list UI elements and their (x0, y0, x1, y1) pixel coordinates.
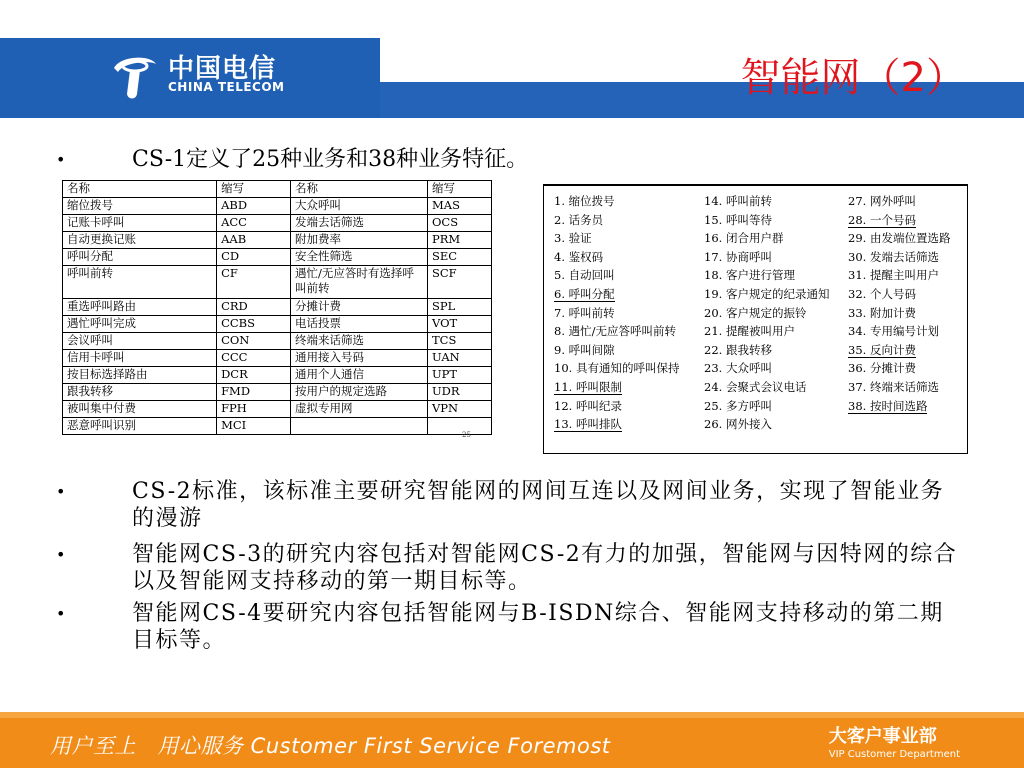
feature-item (848, 211, 950, 230)
feature-label: 15. 呼叫等待 (704, 212, 772, 227)
feature-label: 16. 闭合用户群 (704, 231, 784, 246)
services-table (62, 180, 492, 435)
bullet-dot: • (56, 545, 66, 564)
table-cell: 恶意呼叫识别 (63, 418, 217, 435)
table-cell: CCC (217, 350, 291, 367)
feature-item (704, 285, 829, 304)
table-cell: VPN (427, 401, 491, 418)
bullet-cs2 (56, 478, 966, 534)
feature-item (704, 378, 829, 397)
feature-label: 31. 提醒主叫用户 (848, 268, 939, 283)
feature-label: 7. 呼叫前转 (554, 305, 615, 320)
table-row (63, 266, 492, 299)
feature-label: 20. 客户规定的振铃 (704, 305, 807, 320)
feature-item (554, 359, 679, 378)
header-cell: 缩写 (427, 181, 491, 198)
feature-item (848, 266, 950, 285)
table-cell: CF (217, 266, 291, 299)
table-cell: 终端来话筛选 (290, 333, 427, 350)
table-row (63, 232, 492, 249)
table-cell: 安全性筛选 (290, 249, 427, 266)
feature-item (554, 248, 679, 267)
feature-label: 4. 鉴权码 (554, 249, 604, 264)
table-cell: CRD (217, 299, 291, 316)
bullet-dot: • (56, 150, 66, 169)
feature-item (704, 229, 829, 248)
table-cell (290, 418, 427, 435)
feature-label: 18. 客户进行管理 (704, 268, 795, 283)
page-number: 25 (462, 431, 471, 439)
feature-label: 24. 会聚式会议电话 (704, 379, 807, 394)
feature-item (554, 341, 679, 360)
table-row (63, 333, 492, 350)
feature-label: 19. 客户规定的纪录通知 (704, 286, 830, 301)
bullet-dot: • (56, 604, 66, 623)
table-cell: 缩位拨号 (63, 198, 217, 215)
table-cell: CCBS (217, 316, 291, 333)
bullet-dot: • (56, 482, 66, 501)
feature-label: 2. 话务员 (554, 212, 604, 227)
feature-label: 5. 自动回叫 (554, 268, 615, 283)
table-cell: 遇忙/无应答时有选择呼叫前转 (290, 266, 427, 299)
feature-item (554, 229, 679, 248)
feature-label: 26. 网外接入 (704, 417, 772, 432)
bullet-text: CS-2标准，该标准主要研究智能网的网间互连以及网间业务，实现了智能业务的漫游 (132, 479, 945, 531)
feature-item (704, 415, 829, 434)
feature-item (554, 322, 679, 341)
feature-label: 9. 呼叫间隙 (554, 342, 615, 357)
feature-item (848, 359, 950, 378)
header-cell: 名称 (63, 181, 217, 198)
table-cell: 通用个人通信 (290, 367, 427, 384)
table-row (63, 249, 492, 266)
feature-item (848, 397, 950, 416)
feature-item (848, 378, 950, 397)
table-cell: 会议呼叫 (63, 333, 217, 350)
feature-label: 27. 网外呼叫 (848, 194, 916, 208)
footer-highlight (0, 712, 1024, 718)
feature-label: 34. 专用编号计划 (848, 324, 939, 339)
features-column-2 (704, 192, 829, 434)
feature-label: 25. 多方呼叫 (704, 398, 772, 413)
table-cell: SEC (427, 249, 491, 266)
feature-label: 37. 终端来话筛选 (848, 379, 939, 394)
feature-label: 11. 呼叫限制 (554, 379, 622, 394)
feature-item (704, 341, 829, 360)
table-cell: ACC (217, 215, 291, 232)
feature-label: 28. 一个号码 (848, 212, 916, 227)
department-logo (829, 722, 960, 760)
feature-label: 6. 呼叫分配 (554, 286, 615, 301)
header-cell: 名称 (290, 181, 427, 198)
feature-label: 32. 个人号码 (848, 286, 916, 301)
feature-label: 1. 缩位拨号 (554, 194, 615, 208)
table-cell: TCS (427, 333, 491, 350)
table-cell: UPT (427, 367, 491, 384)
feature-item (704, 211, 829, 230)
table-row (63, 198, 492, 215)
table-cell: ABD (217, 198, 291, 215)
table-cell: 呼叫前转 (63, 266, 217, 299)
table-cell: 被叫集中付费 (63, 401, 217, 418)
table-cell: PRM (427, 232, 491, 249)
feature-item (554, 285, 679, 304)
footer-slogan: 用户至上 用心服务 Customer First Service Foremost (50, 734, 611, 758)
table-cell: MAS (427, 198, 491, 215)
feature-label: 36. 分摊计费 (848, 361, 916, 376)
feature-label: 10. 具有通知的呼叫保持 (554, 361, 680, 376)
table-row (63, 316, 492, 333)
feature-label: 21. 提醒被叫用户 (704, 324, 795, 339)
table-cell: 跟我转移 (63, 384, 217, 401)
feature-label: 30. 发端去话筛选 (848, 249, 939, 264)
table-cell: 电话投票 (290, 316, 427, 333)
table-cell: 通用接入号码 (290, 350, 427, 367)
feature-label: 17. 协商呼叫 (704, 249, 772, 264)
feature-label: 12. 呼叫纪录 (554, 398, 622, 413)
bullet-cs4 (56, 600, 966, 656)
feature-item (554, 211, 679, 230)
features-column-3 (848, 192, 950, 415)
feature-item (848, 248, 950, 267)
table-cell: 遇忙呼叫完成 (63, 316, 217, 333)
table-cell: 按目标选择路由 (63, 367, 217, 384)
feature-item (554, 192, 679, 211)
table-cell: 虚拟专用网 (290, 401, 427, 418)
feature-item (704, 359, 829, 378)
header-cell: 缩写 (217, 181, 291, 198)
feature-label: 29. 由发端位置选路 (848, 231, 951, 246)
page-title: 智能网（2） (740, 55, 966, 101)
table-header-row (63, 181, 492, 198)
table-cell: 记账卡呼叫 (63, 215, 217, 232)
table-cell: 附加费率 (290, 232, 427, 249)
table-cell: CD (217, 249, 291, 266)
table-row (63, 215, 492, 232)
features-column-1 (554, 192, 679, 434)
table-cell: DCR (217, 367, 291, 384)
department-name-en: VIP Customer Department (828, 749, 960, 760)
table-cell: 信用卡呼叫 (63, 350, 217, 367)
china-telecom-emblem-icon (110, 50, 160, 102)
logo-english-text: CHINA TELECOM (168, 80, 285, 94)
feature-label: 23. 大众呼叫 (704, 361, 772, 376)
table-row (63, 384, 492, 401)
feature-label: 33. 附加计费 (848, 305, 916, 320)
feature-item (704, 322, 829, 341)
table-cell: SCF (427, 266, 491, 299)
table-cell: AAB (217, 232, 291, 249)
feature-item (554, 266, 679, 285)
feature-item (848, 341, 950, 360)
table-cell: FMD (217, 384, 291, 401)
feature-item (704, 266, 829, 285)
feature-label: 8. 遇忙/无应答呼叫前转 (554, 324, 677, 339)
table-row (63, 418, 492, 435)
feature-item (848, 192, 950, 211)
table-cell: UDR (427, 384, 491, 401)
feature-label: 35. 反向计费 (848, 342, 916, 357)
bullet-cs3 (56, 541, 966, 597)
table-cell: 呼叫分配 (63, 249, 217, 266)
feature-item (554, 415, 679, 434)
department-name-cn: 大客户事业部 (828, 726, 937, 747)
china-telecom-logo (110, 48, 370, 104)
feature-item (848, 285, 950, 304)
feature-item (704, 397, 829, 416)
feature-item (848, 304, 950, 323)
table-cell: 按用户的规定选路 (290, 384, 427, 401)
bullet-text: CS-1定义了25种业务和38种业务特征。 (132, 147, 529, 172)
feature-label: 3. 验证 (554, 231, 592, 246)
features-list-box (543, 184, 968, 454)
table-row (63, 350, 492, 367)
table-cell: OCS (427, 215, 491, 232)
footer-bar (0, 712, 1024, 768)
feature-item (704, 304, 829, 323)
table-cell: 分摊计费 (290, 299, 427, 316)
table-cell: VOT (427, 316, 491, 333)
feature-item (554, 304, 679, 323)
table-row (63, 367, 492, 384)
feature-item (554, 378, 679, 397)
table-cell: UAN (427, 350, 491, 367)
services-table-figure (62, 180, 496, 440)
feature-label: 14. 呼叫前转 (704, 194, 772, 208)
logo-chinese-text: 中国电信 (168, 54, 277, 84)
table-cell: 重选呼叫路由 (63, 299, 217, 316)
feature-label: 13. 呼叫排队 (554, 417, 622, 432)
table-row (63, 299, 492, 316)
feature-label: 38. 按时间选路 (848, 398, 928, 413)
table-cell: 自动更换记账 (63, 232, 217, 249)
table-cell: FPH (217, 401, 291, 418)
feature-item (554, 397, 679, 416)
feature-item (704, 192, 829, 211)
bullet-text: 智能网CS-3的研究内容包括对智能网CS-2有力的加强，智能网与因特网的综合以及智能网支持移动的第一期目标等。 (132, 542, 958, 594)
table-row (63, 401, 492, 418)
feature-item (848, 229, 950, 248)
table-cell: SPL (427, 299, 491, 316)
feature-item (704, 248, 829, 267)
feature-label: 22. 跟我转移 (704, 342, 772, 357)
table-cell: MCI (217, 418, 291, 435)
table-cell: 发端去话筛选 (290, 215, 427, 232)
table-cell (427, 418, 491, 435)
feature-item (848, 322, 950, 341)
bullet-text: 智能网CS-4要研究内容包括智能网与B-ISDN综合、智能网支持移动的第二期目标等。 (132, 601, 944, 653)
table-cell: CON (217, 333, 291, 350)
table-cell: 大众呼叫 (290, 198, 427, 215)
